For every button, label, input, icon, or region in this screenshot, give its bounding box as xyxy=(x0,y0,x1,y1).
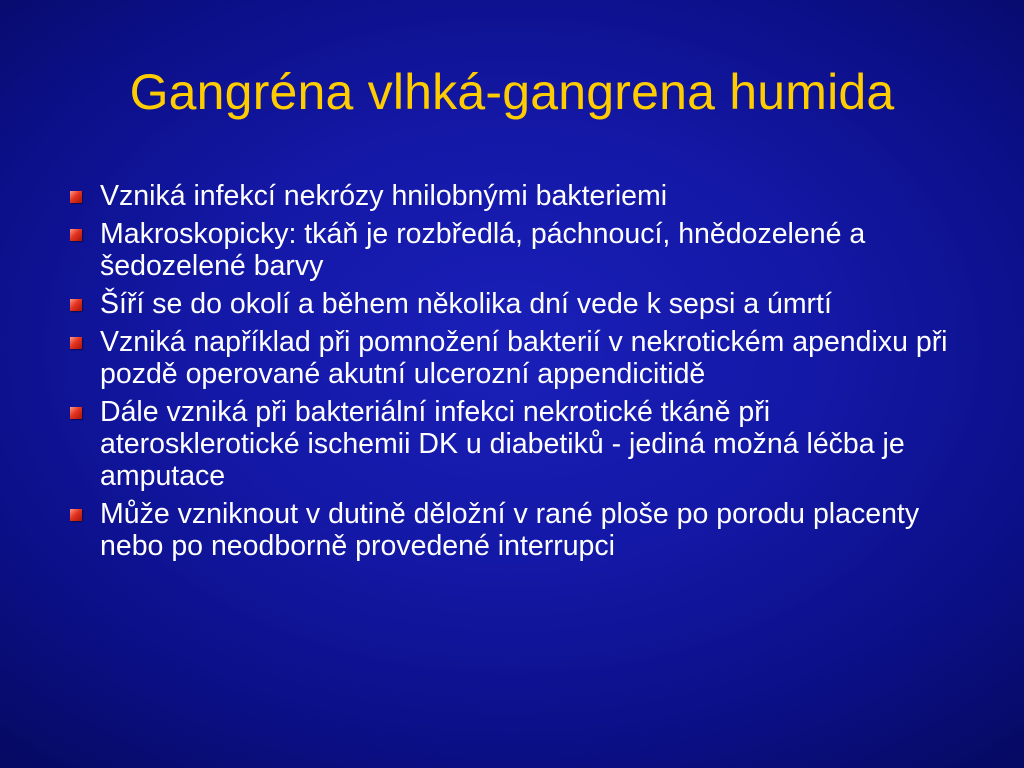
bullet-item xyxy=(60,288,960,320)
red-square-bullet-icon xyxy=(70,337,82,349)
bullet-item xyxy=(60,498,960,562)
bullet-item xyxy=(60,218,960,282)
bullet-text: Vzniká například při pomnožení bakterií v nekrotickém apendixu při pozdě operované akutní ulcerozní appendicitidě xyxy=(100,326,948,390)
bullet-text: Makroskopicky: tkáň je rozbředlá, páchnoucí, hnědozelené a šedozelené barvy xyxy=(100,218,866,282)
slide-title: Gangréna vlhká-gangrena humida xyxy=(129,64,895,120)
red-square-bullet-icon xyxy=(70,509,82,521)
bullet-list xyxy=(60,180,960,568)
red-square-bullet-icon xyxy=(70,407,82,419)
bullet-item xyxy=(60,180,960,212)
red-square-bullet-icon xyxy=(70,299,82,311)
bullet-text: Vzniká infekcí nekrózy hnilobnými bakteriemi xyxy=(100,180,668,212)
red-square-bullet-icon xyxy=(70,229,82,241)
bullet-item xyxy=(60,326,960,390)
bullet-text: Dále vzniká při bakteriální infekci nekrotické tkáně při aterosklerotické ischemii DK u diabetiků - jediná možná léčba je amputace xyxy=(100,396,905,492)
bullet-text: Může vzniknout v dutině děložní v rané ploše po porodu placenty nebo po neodborně provedené interrupci xyxy=(100,498,920,562)
bullet-text: Šíří se do okolí a během několika dní vede k sepsi a úmrtí xyxy=(100,288,832,320)
red-square-bullet-icon xyxy=(70,191,82,203)
bullet-item xyxy=(60,396,960,492)
